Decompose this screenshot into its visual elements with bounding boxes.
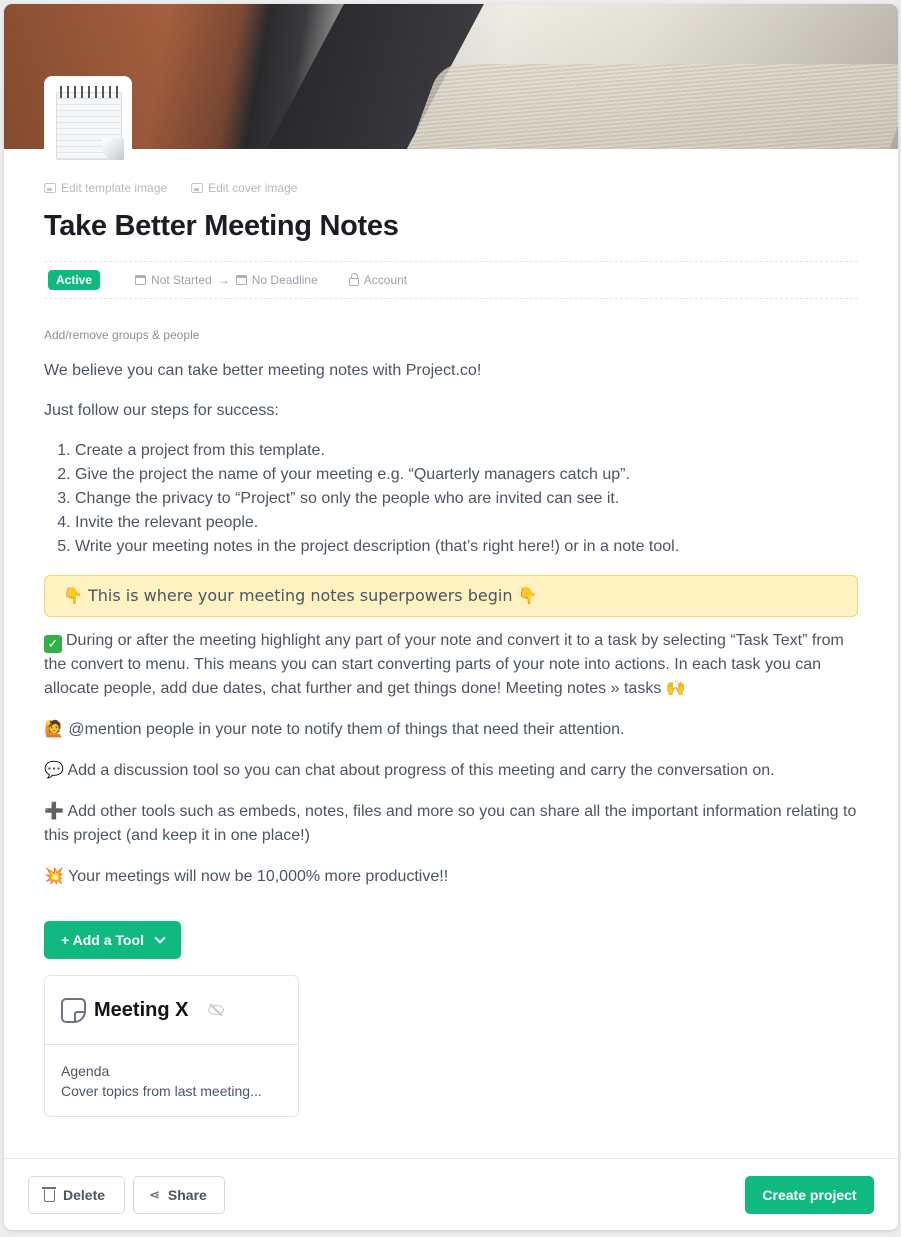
speech-bubble-icon: 💬 [44,760,64,779]
add-tool-button[interactable]: + Add a Tool [44,921,181,959]
check-icon: ✓ [44,635,62,653]
modal-footer [4,1158,898,1230]
chevron-down-icon [154,932,165,943]
calendar-icon [236,275,247,285]
tip-productive: 💥 Your meetings will now be 10,000% more productive!! [44,866,449,885]
list-item: 2. Give the project the name of your meeting e.g. “Quarterly managers catch up”. [75,463,864,487]
template-modal [4,4,898,1230]
template-image [44,76,132,164]
privacy-selector[interactable]: Account [349,273,407,287]
tip-tools: ➕ Add other tools such as embeds, notes, files and more so you can share all the important information relating to this project (and keep it in one place!) [44,801,857,844]
tool-card-header [45,976,298,1045]
share-icon: ⋖ [149,1187,160,1202]
image-edit-links [44,181,297,195]
list-item: 4. Invite the relevant people. [75,511,864,535]
steps-list [75,439,864,559]
tip-discussion: 💬 Add a discussion tool so you can chat about progress of this meeting and carry the conversation on. [44,760,775,779]
arrow-right-icon: → [217,273,230,287]
list-item: 1. Create a project from this template. [75,439,864,463]
note-tool-card[interactable] [44,975,299,1117]
tip-tasks: ✓ During or after the meeting highlight any part of your note and convert it to a task by selecting “Task Text” from the convert to menu. This means you can start converting parts of your note into actions. In each task you can allocate people, add due dates, chat further and get things done! Meeting notes » tasks 🙌 [44,632,844,697]
tool-card-preview: Agenda Cover topics from last meeting... [61,1063,262,1099]
calendar-icon [135,275,146,285]
cover-image [4,4,898,149]
status-badge[interactable]: Active [48,270,100,290]
list-item: 3. Change the privacy to “Project” so only the people who are invited can see it. [75,487,864,511]
note-icon [61,998,86,1023]
notepad-icon [52,84,124,160]
project-title[interactable]: Take Better Meeting Notes [44,210,399,242]
trash-icon [44,1190,55,1202]
steps-intro: Just follow our steps for success: [44,402,279,419]
project-description[interactable] [44,359,864,905]
delete-button[interactable]: Delete [28,1176,125,1214]
project-meta-row [44,261,858,299]
callout-banner: 👇 This is where your meeting notes superpowers begin 👇 [44,575,858,617]
eye-off-icon[interactable] [208,1005,224,1015]
tip-mention: 🙋 @mention people in your note to notify them of things that need their attention. [44,719,625,738]
edit-template-image-link[interactable]: Edit template image [44,181,167,195]
raising-hand-icon: 🙋 [44,719,64,738]
image-icon [44,183,56,193]
plus-icon: ➕ [44,801,64,820]
start-date-picker[interactable]: Not Started [135,273,212,287]
collision-icon: 💥 [44,866,64,885]
deadline-picker[interactable]: No Deadline [236,273,318,287]
image-icon [191,183,203,193]
edit-cover-image-link[interactable]: Edit cover image [191,181,297,195]
tool-card-title: Meeting X [94,998,189,1021]
create-project-button[interactable]: Create project [745,1176,874,1214]
description-intro: We believe you can take better meeting notes with Project.co! [44,362,482,379]
lock-icon [349,278,359,286]
add-remove-groups-link[interactable]: Add/remove groups & people [44,328,200,342]
list-item: 5. Write your meeting notes in the project description (that’s right here!) or in a note tool. [75,535,864,559]
share-button[interactable]: ⋖ Share [133,1176,225,1214]
